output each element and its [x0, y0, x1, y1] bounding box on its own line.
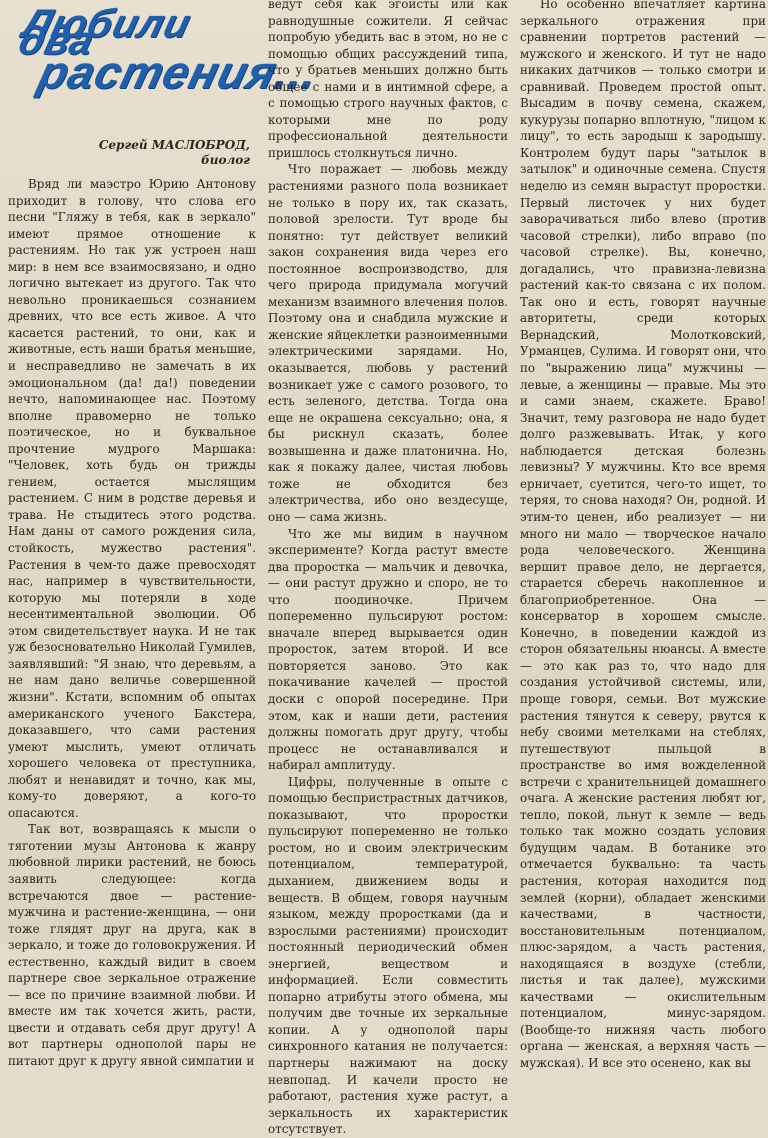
byline [8, 138, 250, 168]
paragraph: Цифры, полученные в опыте с помощью беспристрастных датчиков, показывают, что проростки пульсируют попеременно не только ростом, но и своим электрическим потенциалом, температурой, дыханием, движением воды и веществ. В общем, говоря научным языком, между проростками (да и взрослыми растениями) происходит постоянный периодический обмен энергией, веществом и информацией. Если совместить попарно атрибуты этого обмена, мы получим две точные их зеркальные копии. А у однополой пары синхронного катания не получается: партнеры нажимают на доску невпопад. И качели просто не работают, растения хуже растут, а зеркальность их характеристик отсутствует. [268, 774, 508, 1137]
column-1 [8, 0, 325, 1068]
paragraph: Так вот, возвращаясь к мысли о тяготении музы Антонова к жанру любовной лирики растений, не боюсь заявить следующее: когда встречаются двое — растение-мужчина и растение-женщина, — они тоже глядят друг на друга, как в зеркало, и тоже до головокружения. И естественно, каждый видит в своем партнере свое зеркальное отражение — все по причине взаимной любви. И вместе им так хочется жить, расти, цвести и отдавать себя друг другу! А вот партнеры однополой пары не питают друг к другу явной симпатии и [8, 822, 256, 1068]
paragraph: ведут себя как эгоисты или как равнодушные сожители. Я сейчас попробую убедить вас в этом, но не с помощью общих рассуждений типа, что у братьев меньших должно быть общее с нами и в интимной сфере, а с помощью строго научных фактов, с которыми мне по роду профессиональной деятельности пришлось столкнуться лично. [268, 0, 508, 160]
paragraph: Что же мы видим в научном эксперименте? Когда растут вместе два проростка — мальчик и девочка, — они растут дружно и споро, не то что поодиночке. Причем попеременно пульсируют ростом: вначале вперед вырывается один проросток, затем второй. И все повторяется заново. Это как покачивание качелей — простой доски с опорой посередине. При этом, как и наши дети, растения должны помогать друг другу, чтобы процесс не останавливался и набирал амплитуду. [268, 526, 508, 773]
article-headline [8, 0, 325, 126]
headline-line-2: растения... [33, 46, 325, 98]
paragraph: Вряд ли маэстро Юрию Антонову приходит в голову, что слова его песни "Гляжу в тебя, как в зеркало" имеют прямое отношение к растениям. Но так уж устроен наш мир: в нем все взаимосвязано, и одно логично вытекает из другого. Так что невольно проникаешься сознанием древних, что все есть живое. А что касается растений, то они, как и животные, есть наши братья меньшие, и несправедливо не замечать в их эмоциональном (да! да!) поведении нечто, напоминающее нас. Поэтому вполне правомерно не только поэтическое, но и буквальное прочтение мудрого Маршака: "Человек, хоть будь он трижды гением, остается мыслящим растением. С ним в родстве деревья и трава. Не стыдитесь этого родства. Нам даны от самого рождения сила, стойкость, мужество растения". Растения в чем-то даже превосходят нас, например в чувствительности, которую мы потеряли в ходе несентиментальной эволюции. Об этом свидетельствует наука. И не так уж безосновательно Николай Гумилев, заявлявший: "Я знаю, что деревьям, а не нам дано величье совершенной жизни". Кстати, вспомним об опытах американского ученого Бакстера, доказавшего, что сами растения умеют мыслить, умеют отличать хорошего человека от преступника, любят и ненавидят и точно, как мы, кому-то доверяют, а кого-то опасаются. [8, 177, 256, 820]
paragraph: Но особенно впечатляет картина зеркального отражения при сравнении портретов растений — мужского и женского. И тут не надо никаких датчиков — только смотри и сравнивай. Проведем простой опыт. Высадим в почву семена, скажем, кукурузы попарно вплотную, "лицом к лицу", то есть зародыш к зародышу. Контролем будут пары "затылок в затылок" и одиночные семена. Спустя неделю из семян вырастут проростки. Первый листочек у них будет заворачиваться либо влево (против часовой стрелки), либо вправо (по часовой стрелке). Вы, конечно, догадались, что правизна-левизна растений как-то связана с их полом. Так оно и есть, говорят научные авторитеты, среди которых Вернадский, Молотковский, Урманцев, Сулима. И говорят они, что по "выражению лица" мужчины — левые, а женщины — правые. Мы это и сами знаем, скажете. Браво! Значит, тему разговора не надо будет долго разжевывать. Итак, у кого наблюдается детская болезнь левизны? У мужчины. Кто все время ерничает, суетится, чего-то ищет, то теряя, то снова находя? Он, родной. И этим-то ценен, ибо реализует — ни много ни мало — творческое начало рода человеческого. Женщина вершит правое дело, не дергается, старается сберечь накопленное и благоприобретенное. Она — консерватор в хорошем смысле. Конечно, в поведении каждой из сторон обязательны нюансы. А вместе — это как раз то, что надо для создания устойчивой системы, или, проще говоря, семьи. Вот мужские растения тянутся к северу, рвутся к небу своими метелками на стеблях, путешествуют пыльцой в пространстве во имя вожделенной встречи с хранительницей домашнего очага. А женские растения любят юг, тепло, покой, льнут к земле — ведь только так можно создать условия будущим чадам. В ботанике это отмечается буквально: та часть растения, которая находится под землей (корни), обладает женскими качествами, в частности, восстановительным потенциалом, плюс-зарядом, а часть растения, находящаяся в воздухе (стебли, листья и так далее), мужскими качествами — окислительным потенциалом, минус-зарядом. (Вообще-то нижняя часть любого органа — женская, а верхняя часть — мужская). И все это осенено, как вы [520, 0, 766, 1070]
author-name: Сергей МАСЛОБРОД, [98, 138, 250, 152]
headline-line-1: Любили два [14, 2, 196, 63]
paragraph: Что поражает — любовь между растениями разного пола возникает не только в пору их, так сказать, половой зрелости. Тут вроде бы понятно: тут действует великий закон сохранения вида через его постоянное воспроизводство, для чего природа придумала могучий механизм взаимного влечения полов. Поэтому она и снабдила мужские и женские яйцеклетки разноименными электрическими зарядами. Но, оказывается, любовь у растений возникает уже с самого розового, то есть зеленого, детства. Тогда она еще не окрашена сексуально; она, я бы рискнул сказать, более возвышенна и даже платонична. Но, как я покажу далее, чистая любовь тоже не обходится без электричества, ибо оно вездесуще, оно — сама жизнь. [268, 162, 508, 524]
column-2 [268, 0, 508, 1137]
column-3 [520, 0, 766, 1070]
author-role: биолог [201, 153, 250, 167]
